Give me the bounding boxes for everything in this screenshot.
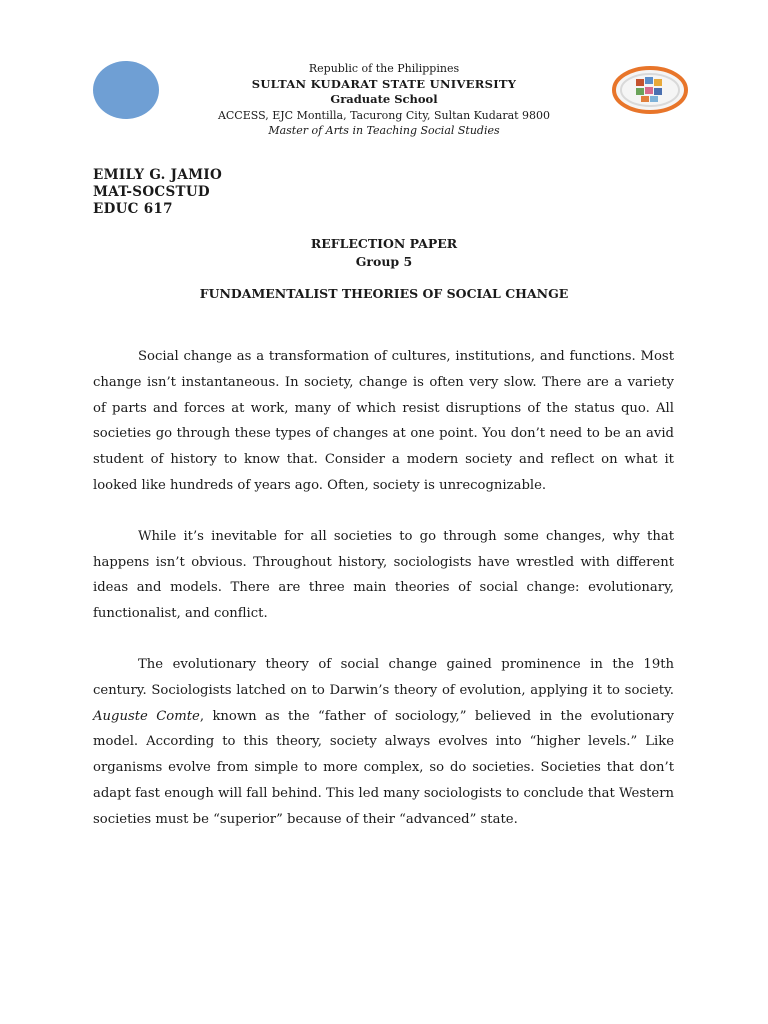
author-course: EDUC 617	[93, 201, 173, 217]
university-name: SULTAN KUDARAT STATE UNIVERSITY	[251, 76, 517, 91]
topic-title: FUNDAMENTALIST THEORIES OF SOCIAL CHANGE	[199, 286, 569, 301]
author-program: MAT-SOCSTUD	[93, 184, 210, 200]
document-type-title: REFLECTION PAPER	[310, 236, 458, 251]
school-name: Graduate School	[330, 92, 438, 106]
author-block	[93, 167, 222, 218]
paragraph-3-part-b: , known as the “father of sociology,” believed in the evolutionary model. According to this theory, society always evolves into “higher levels.” Like organisms evolve from simple to more complex, so do societies. Societies that don’t adapt fast enough will fall behind. This led many sociologists to conclude that Western societies must be “superior” because of their “advanced” state.	[93, 708, 674, 827]
body-text	[93, 344, 674, 858]
group-title: Group 5	[355, 254, 413, 269]
address-line: ACCESS, EJC Montilla, Tacurong City, Sultan Kudarat 9800	[217, 108, 551, 122]
author-name: EMILY G. JAMIO	[93, 167, 223, 183]
paragraph-3	[93, 652, 674, 833]
republic-line: Republic of the Philippines	[308, 62, 460, 75]
paragraph-1: Social change as a transformation of cultures, institutions, and functions. Most change isn’t instantaneous. In society, change is often very slow. There are a variety of parts and forces at work, many of which resist disruptions of the status quo. All societies go through these types of changes at one point. You don’t need to be an avid student of history to know that. Consider a modern society and reflect on what it looked like hundreds of years ago. Often, society is unrecognizable.	[93, 349, 674, 493]
letterhead	[0, 61, 768, 139]
program-name: Master of Arts in Teaching Social Studies	[268, 124, 500, 137]
paragraph-3-part-a: The evolutionary theory of social change gained prominence in the 19th century. Sociologists latched on to Darwin’s theory of evolution, applying it to society.	[93, 656, 674, 698]
paragraph-2: While it’s inevitable for all societies to go through some changes, why that happens isn’t obvious. Throughout history, sociologists have wrestled with different ideas and models. There are three main theories of social change: evolutionary, functionalist, and conflict.	[93, 528, 674, 622]
auguste-comte-name: Auguste Comte	[93, 708, 200, 724]
